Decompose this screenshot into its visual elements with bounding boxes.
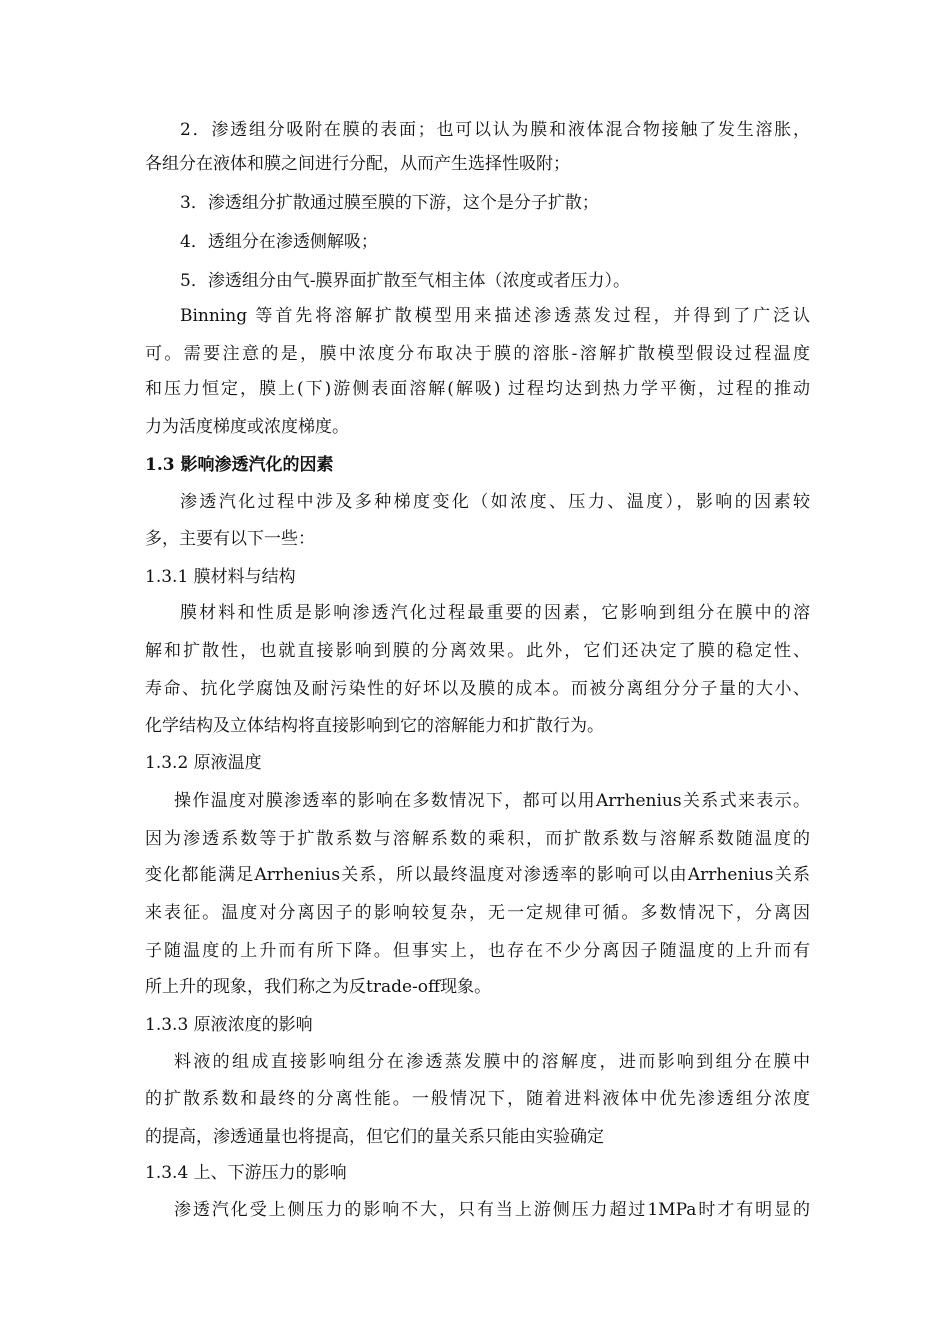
section-1-3-3-line-2: 的扩散系数和最终的分离性能。一般情况下，随着进料液体中优先渗透组分浓度 <box>145 1089 810 1109</box>
section-1-3-2-line-2: 因为渗透系数等于扩散系数与溶解系数的乘积，而扩散系数与溶解系数随温度的 <box>145 829 810 849</box>
section-1-3-2-line-5: 子随温度的上升而有所下降。但事实上，也存在不少分离因子随温度的上升而有 <box>145 941 810 961</box>
section-1-3-1-line-2: 解和扩散性，也就直接影响到膜的分离效果。此外，它们还决定了膜的稳定性、 <box>145 641 810 661</box>
list-item-5: 5．渗透组分由气-膜界面扩散至气相主体（浓度或者压力）。 <box>180 271 631 291</box>
section-1-3-1-heading: 1.3.1 膜材料与结构 <box>145 567 296 587</box>
section-1-3-1-line-3: 寿命、抗化学腐蚀及耐污染性的好坏以及膜的成本。而被分离组分分子量的大小、 <box>145 679 810 699</box>
section-1-3-2-line-4: 来表征。温度对分离因子的影响较复杂，无一定规律可循。多数情况下，分离因 <box>145 903 810 923</box>
section-1-3-heading: 1.3 影响渗透汽化的因素 <box>145 455 334 475</box>
list-item-2-line-1: 2．渗透组分吸附在膜的表面；也可以认为膜和液体混合物接触了发生溶胀， <box>180 120 810 140</box>
section-1-3-3-heading: 1.3.3 原液浓度的影响 <box>145 1015 313 1035</box>
binning-paragraph-line-4: 力为活度梯度或浓度梯度。 <box>145 417 349 437</box>
section-1-3-2-heading: 1.3.2 原液温度 <box>145 753 262 773</box>
section-1-3-intro-line-2: 多，主要有以下一些： <box>145 529 315 549</box>
binning-paragraph-line-1: Binning 等首先将溶解扩散模型用来描述渗透蒸发过程，并得到了广泛认 <box>180 306 810 326</box>
binning-paragraph-line-2: 可。需要注意的是，膜中浓度分布取决于膜的溶胀-溶解扩散模型假设过程温度 <box>145 344 810 364</box>
list-item-2-line-2: 各组分在液体和膜之间进行分配，从而产生选择性吸附； <box>145 154 570 174</box>
section-1-3-1-line-1: 膜材料和性质是影响渗透汽化过程最重要的因素，它影响到组分在膜中的溶 <box>180 603 810 623</box>
section-1-3-2-line-6: 所上升的现象，我们称之为反trade-off现象。 <box>145 977 492 997</box>
section-1-3-2-line-1: 操作温度对膜渗透率的影响在多数情况下，都可以用Arrhenius关系式来表示。 <box>174 791 810 811</box>
list-item-3: 3．渗透组分扩散通过膜至膜的下游，这个是分子扩散； <box>180 193 599 213</box>
section-1-3-1-line-4: 化学结构及立体结构将直接影响到它的溶解能力和扩散行为。 <box>145 716 604 736</box>
section-1-3-2-line-3: 变化都能满足Arrhenius关系，所以最终温度对渗透率的影响可以由Arrhenius关系 <box>145 865 810 885</box>
binning-paragraph-line-3: 和压力恒定，膜上(下)游侧表面溶解(解吸) 过程均达到热力学平衡，过程的推动 <box>145 379 810 399</box>
list-item-4: 4．透组分在渗透侧解吸； <box>180 232 378 252</box>
section-1-3-4-heading: 1.3.4 上、下游压力的影响 <box>145 1163 347 1183</box>
section-1-3-3-line-1: 料液的组成直接影响组分在渗透蒸发膜中的溶解度，进而影响到组分在膜中 <box>174 1052 810 1072</box>
section-1-3-3-line-3: 的提高，渗透通量也将提高，但它们的量关系只能由实验确定 <box>145 1127 604 1147</box>
section-1-3-4-line-1: 渗透汽化受上侧压力的影响不大，只有当上游侧压力超过1MPa时才有明显的 <box>174 1200 810 1220</box>
section-1-3-intro-line-1: 渗透汽化过程中涉及多种梯度变化（如浓度、压力、温度），影响的因素较 <box>180 492 810 512</box>
